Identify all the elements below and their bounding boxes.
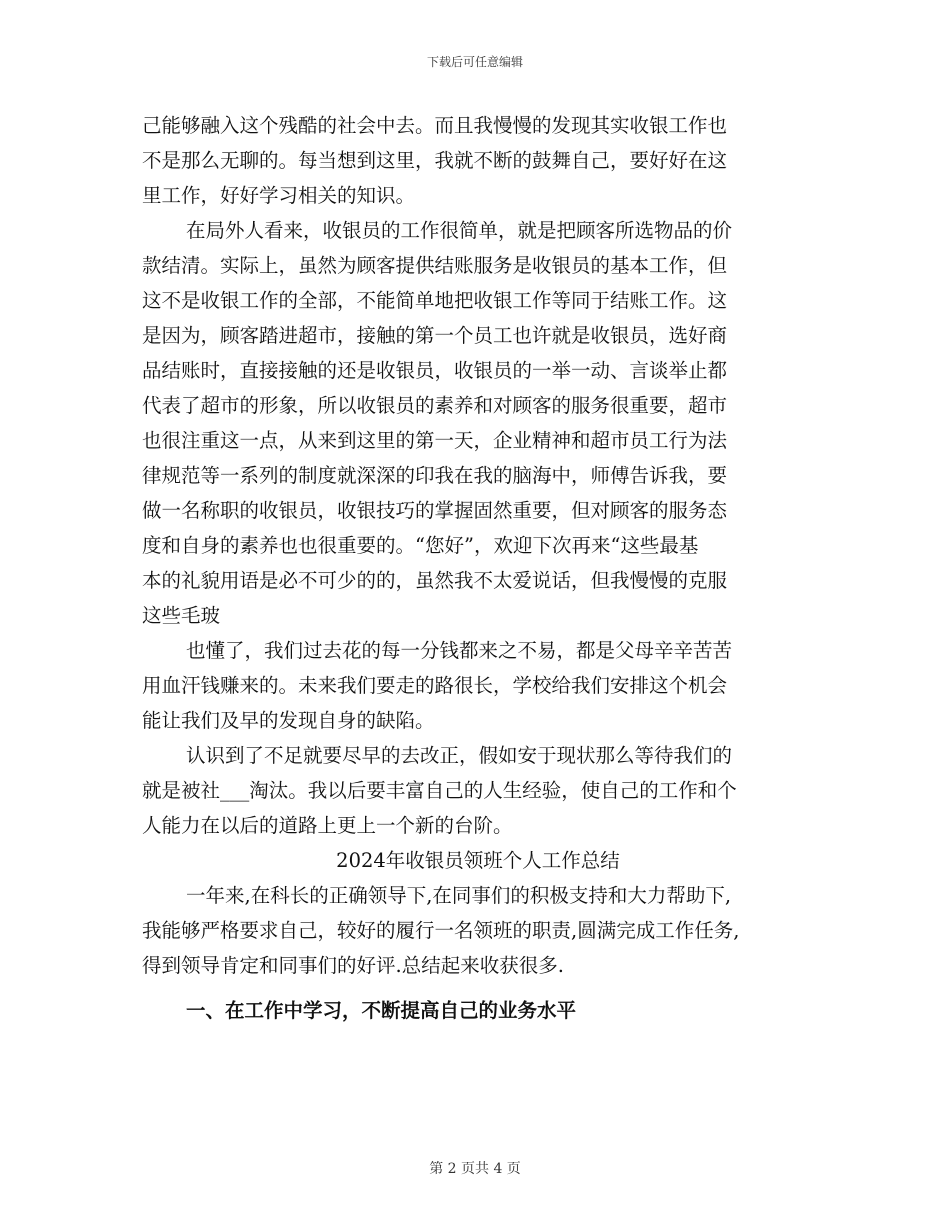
paragraph-line: 我能够严格要求自己，较好的履行一名领班的职责,圆满完成工作任务, xyxy=(142,919,740,942)
paragraph-line: 人能力在以后的道路上更上一个新的台阶。 xyxy=(142,814,513,837)
paragraph-line: 度和自身的素养也也很重要的。“您好”，欢迎下次再来“这些最基 xyxy=(142,534,699,557)
paragraph-line: 己能够融入这个残酷的社会中去。而且我慢慢的发现其实收银工作也 xyxy=(142,114,728,137)
paragraph-line: 一年来,在科长的正确领导下,在同事们的积极支持和大力帮助下, xyxy=(186,884,732,907)
paragraph-line: 也懂了，我们过去花的每一分钱都来之不易，都是父母辛辛苦苦 xyxy=(186,639,733,662)
section-title: 2024年收银员领班个人工作总结 xyxy=(336,849,620,872)
paragraph-line: 款结清。实际上，虽然为顾客提供结账服务是收银员的基本工作，但 xyxy=(142,254,728,277)
paragraph-line: 不是那么无聊的。每当想到这里，我就不断的鼓舞自己，要好好在这 xyxy=(142,149,728,172)
paragraph-line: 做一名称职的收银员，收银技巧的掌握固然重要，但对顾客的服务态 xyxy=(142,499,728,522)
document-body xyxy=(142,108,814,1028)
paragraph-line: 能让我们及早的发现自身的缺陷。 xyxy=(142,709,435,732)
paragraph-line: 里工作，好好学习相关的知识。 xyxy=(142,184,416,207)
paragraph-line: 品结账时，直接接触的还是收银员，收银员的一举一动、言谈举止都 xyxy=(142,359,728,382)
paragraph-line: 是因为，顾客踏进超市，接触的第一个员工也许就是收银员，选好商 xyxy=(142,324,728,347)
paragraph-line: 本的礼貌用语是必不可少的的，虽然我不太爱说话，但我慢慢的克服 xyxy=(142,569,728,592)
paragraph-line: 认识到了不足就要尽早的去改正，假如安于现状那么等待我们的 xyxy=(186,744,733,767)
page-footer: 第 2 页共 4 页 xyxy=(429,1161,521,1177)
paragraph-line: 在局外人看来，收银员的工作很简单，就是把顾客所选物品的价 xyxy=(186,219,733,242)
paragraph-line: 就是被社___淘汰。我以后要丰富自己的人生经验，使自己的工作和个 xyxy=(142,779,737,802)
paragraph-line: 这些毛玻 xyxy=(142,604,221,627)
paragraph-line: 代表了超市的形象，所以收银员的素养和对顾客的服务很重要，超市 xyxy=(142,394,728,417)
paragraph-line: 律规范等一系列的制度就深深的印我在我的脑海中，师傅告诉我，要 xyxy=(142,464,728,487)
page-header: 下载后可任意编辑 xyxy=(426,55,523,69)
paragraph-line: 用血汗钱赚来的。未来我们要走的路很长，学校给我们安排这个机会 xyxy=(142,674,728,697)
paragraph-line: 得到领导肯定和同事们的好评.总结起来收获很多. xyxy=(142,954,564,977)
section-heading: 一、在工作中学习，不断提高自己的业务水平 xyxy=(186,999,577,1022)
paragraph-line: 这不是收银工作的全部，不能简单地把收银工作等同于结账工作。这 xyxy=(142,289,728,312)
paragraph-line: 也很注重这一点，从来到这里的第一天，企业精神和超市员工行为法 xyxy=(142,429,728,452)
